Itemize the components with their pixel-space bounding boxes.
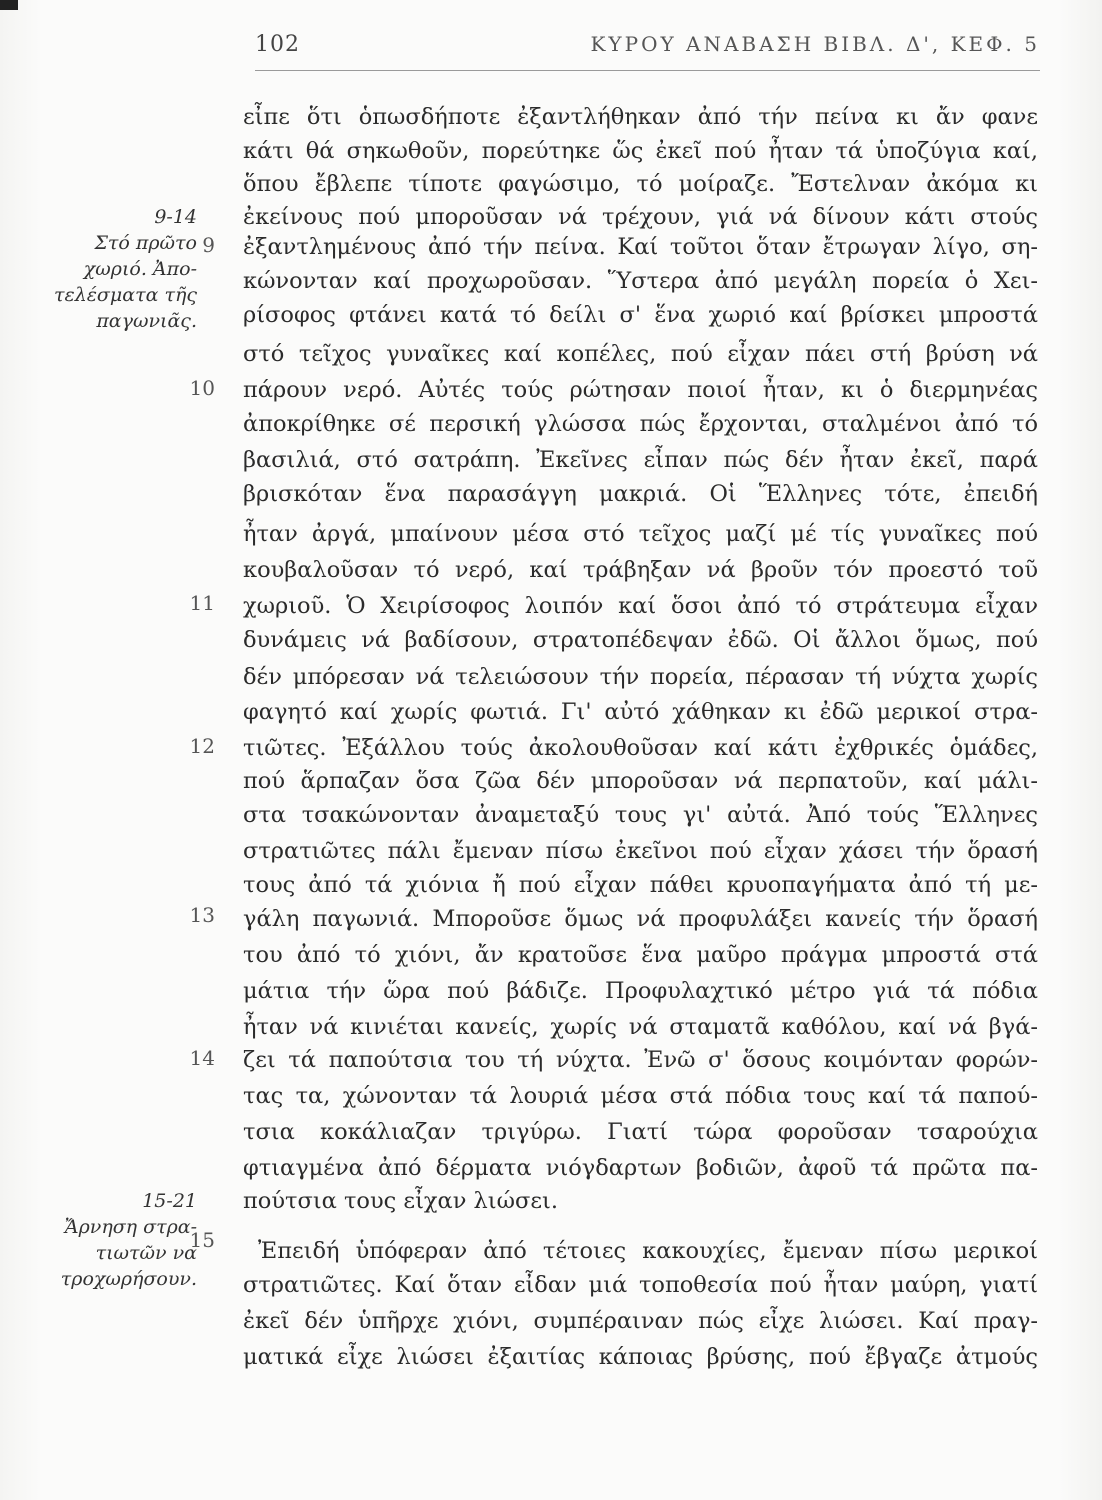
margin-note-line: Στό πρῶτο (94, 232, 197, 254)
page-header (255, 32, 1040, 62)
margin-note-range: 15-21 (142, 1190, 197, 1212)
text-line: ἀποκρίθηκε σέ περσική γλώσσα πώς ἔρχονται, σταλμένοι ἀπό τό (243, 411, 1038, 437)
text-line: στα τσακώνονταν ἀναμεταξύ τους γι' αὐτά. Ἀπό τούς Ἕλληνες (243, 802, 1038, 828)
text-line: τσια κοκάλιαζαν τριγύρω. Γιατί τώρα φοροῦσαν τσαρούχια (243, 1119, 1038, 1145)
text-line: ὅπου ἔβλεπε τίποτε φαγώσιμο, τό μοίραζε. Ἔστελναν ἀκόμα κι (243, 171, 1038, 197)
text-line-paragraph-start: Ἐπειδή ὑπόφεραν ἀπό τέτοιες κακουχίες, ἔμεναν πίσω μερικοί (258, 1238, 1038, 1264)
text-line: ἦταν ἀργά, μπαίνουν μέσα στό τεῖχος μαζί μέ τίς γυναῖκες πού (243, 521, 1038, 547)
scan-corner-mark (0, 0, 18, 10)
running-title: ΚΥΡΟΥ ΑΝΑΒΑΣΗ ΒΙΒΛ. Δ', ΚΕΦ. 5 (590, 32, 1040, 56)
header-rule (255, 70, 1040, 71)
margin-note-line: παγωνιᾶς. (96, 310, 197, 332)
line-number-10: 10 (189, 376, 215, 400)
text-line: ἐκείνους πού μποροῦσαν νά τρέχουν, γιά νά δίνουν κάτι στούς (243, 204, 1038, 230)
text-line: εἶπε ὅτι ὁπωσδήποτε ἐξαντλήθηκαν ἀπό τήν πείνα κι ἄν φανε (243, 104, 1038, 130)
text-line: γάλη παγωνιά. Μποροῦσε ὅμως νά προφυλάξει κανείς τήν ὅρασή (243, 906, 1038, 932)
margin-note-15-21 (47, 1188, 197, 1292)
text-line: ρίσοφος φτάνει κατά τό δείλι σ' ἕνα χωριό καί βρίσκει μπροστά (243, 302, 1038, 328)
text-line: ματικά εἶχε λιώσει ἐξαιτίας κάποιας βρύσης, πού ἔβγαζε ἀτμούς (243, 1344, 1038, 1370)
page-number: 102 (255, 32, 300, 57)
text-line: τους ἀπό τά χιόνια ἤ πού εἶχαν πάθει κρυοπαγήματα ἀπό τή με- (243, 872, 1038, 898)
text-line-paragraph-end: πούτσια τους εἶχαν λιώσει. (243, 1188, 558, 1214)
text-line: φτιαγμένα ἀπό δέρματα νιόγδαρτων βοδιῶν, ἀφοῦ τά πρῶτα πα- (243, 1155, 1038, 1181)
line-number-9: 9 (202, 233, 215, 257)
text-line: πάρουν νερό. Αὐτές τούς ρώτησαν ποιοί ἦταν, κι ὁ διερμηνέας (243, 377, 1038, 403)
line-number-13: 13 (189, 903, 215, 927)
text-line: δέν μπόρεσαν νά τελειώσουν τήν πορεία, πέρασαν τή νύχτα χωρίς (243, 664, 1038, 690)
margin-note-line: τροχωρήσουν. (60, 1268, 197, 1290)
text-line: του ἀπό τό χιόνι, ἄν κρατοῦσε ἕνα μαῦρο πράγμα μπροστά στά (243, 942, 1038, 968)
text-line: ἐκεῖ δέν ὑπῆρχε χιόνι, συμπέραιναν πώς εἶχε λιώσει. Καί πραγ- (243, 1308, 1038, 1334)
text-line: χωριοῦ. Ὁ Χειρίσοφος λοιπόν καί ὅσοι ἀπό τό στράτευμα εἶχαν (243, 593, 1038, 619)
text-line: μάτια τήν ὥρα πού βάδιζε. Προφυλαχτικό μέτρο γιά τά πόδια (243, 978, 1038, 1004)
margin-note-line: τιωτῶν να (95, 1242, 197, 1264)
text-line: τας τα, χώνονταν τά λουριά μέσα στά πόδια τους καί τά παπού- (243, 1083, 1038, 1109)
line-number-12: 12 (189, 734, 215, 758)
text-line: κώνονταν καί προχωροῦσαν. Ὕστερα ἀπό μεγάλη πορεία ὁ Χει- (243, 268, 1038, 294)
text-line: ἦταν νά κινιέται κανείς, χωρίς νά σταματᾶ καθόλου, καί νά βγά- (243, 1014, 1038, 1040)
line-number-11: 11 (189, 591, 215, 615)
text-line: στό τεῖχος γυναῖκες καί κοπέλες, πού εἶχαν πάει στή βρύση νά (243, 341, 1038, 367)
line-number-14: 14 (189, 1046, 215, 1070)
text-line: τιῶτες. Ἐξάλλου τούς ἀκολουθοῦσαν καί κάτι ἐχθρικές ὁμάδες, (243, 735, 1038, 761)
margin-note-line: χωριό. Ἀπο- (83, 258, 197, 280)
text-line: κουβαλοῦσαν τό νερό, καί τράβηξαν νά βροῦν τόν προεστό τοῦ (243, 557, 1038, 583)
text-line: φαγητό καί χωρίς φωτιά. Γι' αὐτό χάθηκαν κι ἐδῶ μερικοί στρα- (243, 699, 1038, 725)
margin-note-line: τελέσματα τῆς (53, 284, 197, 306)
line-number-15: 15 (189, 1228, 215, 1252)
text-line: βρισκόταν ἕνα παρασάγγη μακριά. Οἱ Ἕλληνες τότε, ἐπειδή (243, 481, 1038, 507)
margin-note-range: 9-14 (154, 206, 197, 228)
text-line: βασιλιά, στό σατράπη. Ἐκεῖνες εἶπαν πώς δέν ἦταν ἐκεῖ, παρά (243, 447, 1038, 473)
text-line: πού ἅρπαζαν ὅσα ζῶα δέν μποροῦσαν νά περπατοῦν, καί μάλι- (243, 768, 1038, 794)
text-line: δυνάμεις νά βαδίσουν, στρατοπέδεψαν ἐδῶ. Οἱ ἄλλοι ὅμως, πού (243, 627, 1038, 653)
margin-note-line: Ἄρνηση στρα- (64, 1216, 197, 1238)
text-line: κάτι θά σηκωθοῦν, πορεύτηκε ὥς ἐκεῖ πού ἦταν τά ὑποζύγια καί, (243, 138, 1038, 164)
text-line: στρατιῶτες. Καί ὅταν εἶδαν μιά τοποθεσία πού ἦταν μαύρη, γιατί (243, 1272, 1038, 1298)
text-line: ἐξαντλημένους ἀπό τήν πείνα. Καί τοῦτοι ὅταν ἔτρωγαν λίγο, ση- (243, 234, 1038, 260)
text-line: ζει τά παπούτσια του τή νύχτα. Ἐνῶ σ' ὅσους κοιμόνταν φορών- (243, 1047, 1038, 1073)
margin-note-9-14 (47, 204, 197, 334)
text-line: στρατιῶτες πάλι ἔμεναν πίσω ἐκεῖνοι πού εἶχαν χάσει τήν ὅρασή (243, 838, 1038, 864)
